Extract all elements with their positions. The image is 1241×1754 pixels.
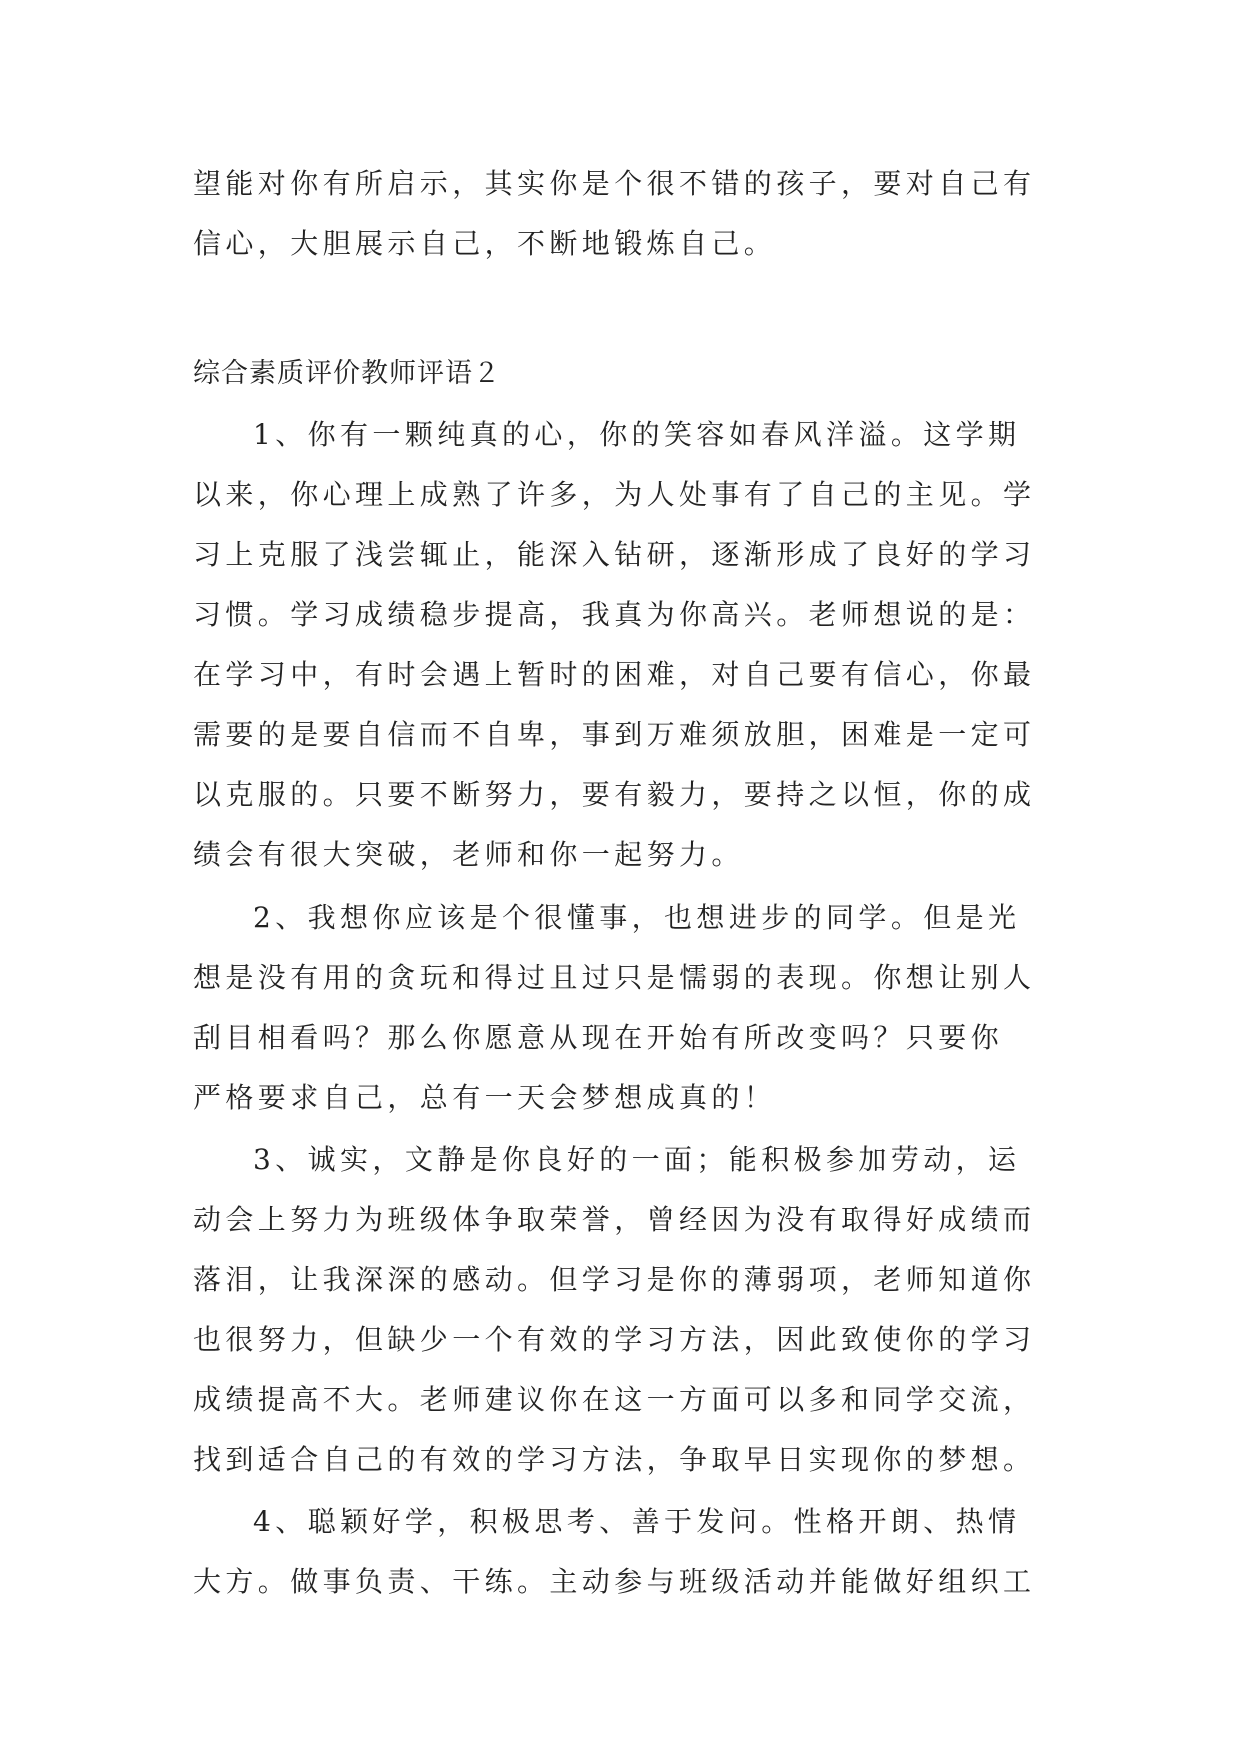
text-line: 需要的是要自信而不自卑，事到万难须放胆，困难是一定可 — [193, 718, 1036, 751]
text-line: 望能对你有所启示，其实你是个很不错的孩子，要对自己有 — [193, 167, 1036, 200]
text-line: 也很努力，但缺少一个有效的学习方法，因此致使你的学习 — [193, 1323, 1036, 1356]
text-line: 大方。做事负责、干练。主动参与班级活动并能做好组织工 — [193, 1565, 1036, 1598]
paragraph-2 — [193, 888, 1053, 1128]
text-line: 1、你有一颗纯真的心，你的笑容如春风洋溢。这学期 — [253, 418, 1021, 451]
section-title: 综合素质评价教师评语２ — [193, 358, 501, 389]
text-line: 2、我想你应该是个很懂事，也想进步的同学。但是光 — [253, 901, 1021, 934]
paragraph-4 — [193, 1492, 1053, 1612]
text-line: 落泪，让我深深的感动。但学习是你的薄弱项，老师知道你 — [193, 1263, 1036, 1296]
text-line: 习上克服了浅尝辄止，能深入钻研，逐渐形成了良好的学习 — [193, 538, 1036, 571]
text-line: 以克服的。只要不断努力，要有毅力，要持之以恒，你的成 — [193, 778, 1036, 811]
text-line: 刮目相看吗？那么你愿意从现在开始有所改变吗？只要你 — [193, 1021, 1004, 1054]
text-line: 3、诚实，文静是你良好的一面；能积极参加劳动，运 — [253, 1143, 1021, 1176]
section-heading — [193, 344, 1053, 404]
paragraph-1 — [193, 405, 1053, 885]
text-line: 习惯。学习成绩稳步提高，我真为你高兴。老师想说的是： — [193, 598, 1036, 631]
text-line: 在学习中，有时会遇上暂时的困难，对自己要有信心，你最 — [193, 658, 1036, 691]
text-line: 成绩提高不大。老师建议你在这一方面可以多和同学交流， — [193, 1383, 1036, 1416]
text-line: 动会上努力为班级体争取荣誉，曾经因为没有取得好成绩而 — [193, 1203, 1036, 1236]
paragraph-3 — [193, 1130, 1053, 1490]
intro-paragraph — [193, 154, 1053, 274]
text-line: 4、聪颖好学，积极思考、善于发问。性格开朗、热情 — [253, 1505, 1021, 1538]
text-line: 绩会有很大突破，老师和你一起努力。 — [193, 838, 744, 871]
text-line: 想是没有用的贪玩和得过且过只是懦弱的表现。你想让别人 — [193, 961, 1036, 994]
text-line: 以来，你心理上成熟了许多，为人处事有了自己的主见。学 — [193, 478, 1036, 511]
text-line: 找到适合自己的有效的学习方法，争取早日实现你的梦想。 — [193, 1443, 1036, 1476]
text-line: 信心，大胆展示自己，不断地锻炼自己。 — [193, 227, 777, 260]
text-line: 严格要求自己，总有一天会梦想成真的！ — [193, 1081, 777, 1114]
